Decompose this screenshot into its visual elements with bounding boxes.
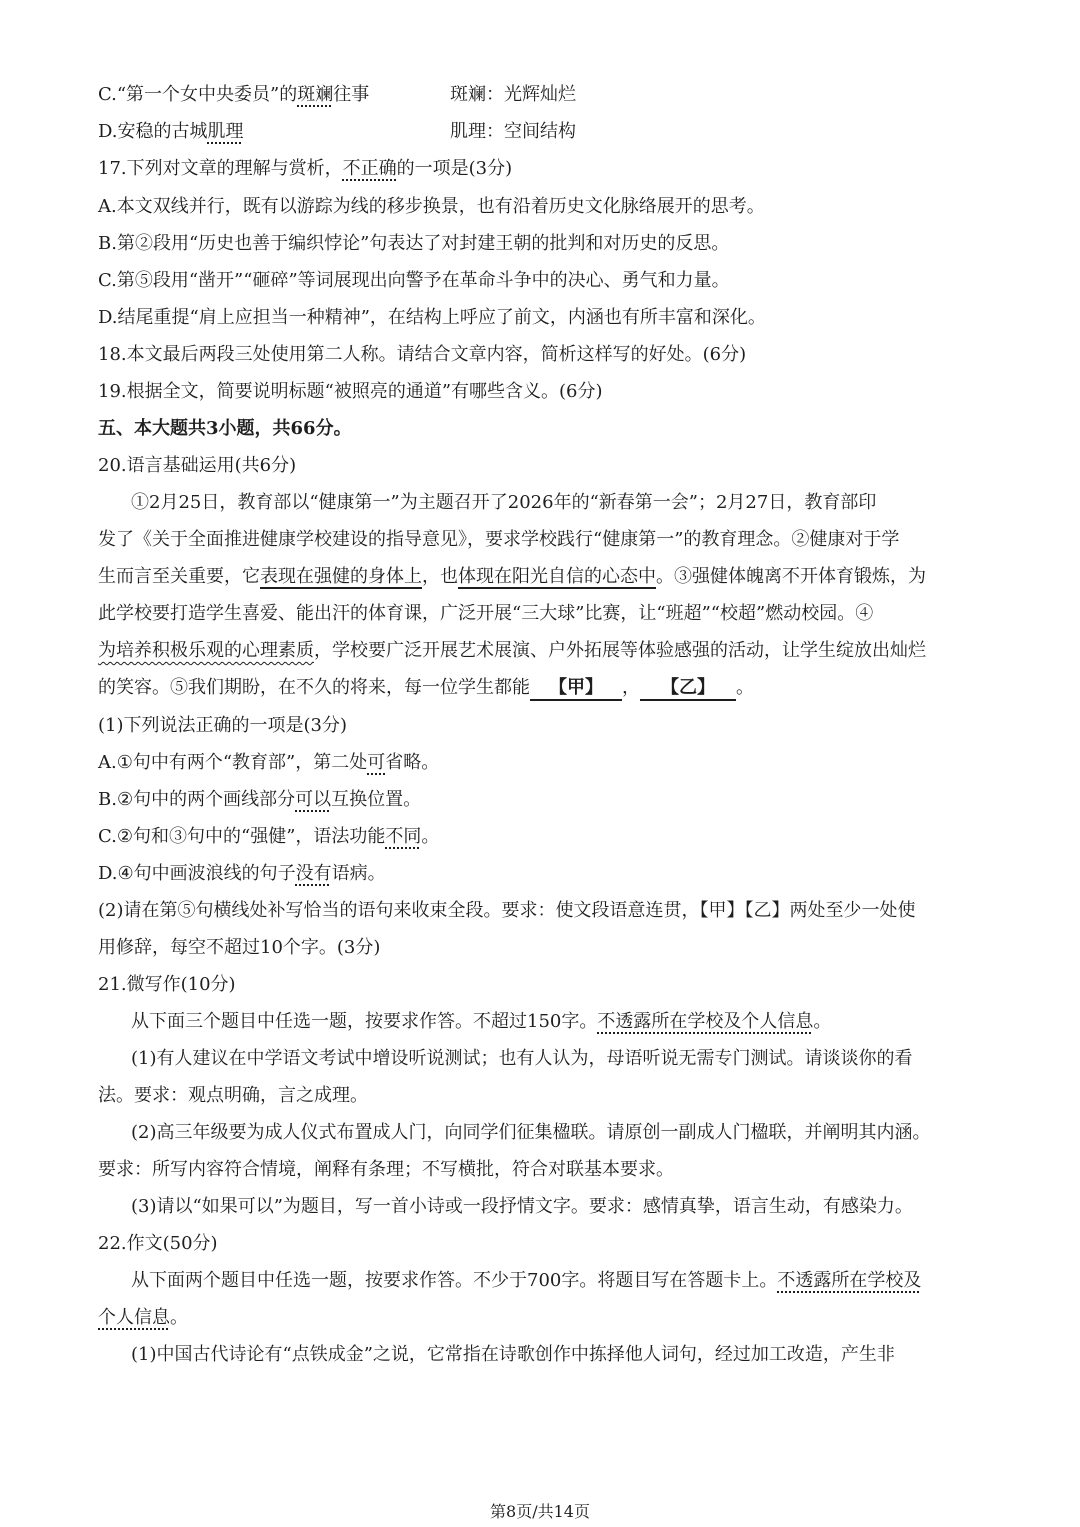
q20-passage-line: 此学校要打造学生喜爱、能出汗的体育课，广泛开展“三大球”比赛，让“班超”“校超”燃动校园。④ [98,603,874,624]
q20-option-d: D.④句中画波浪线的句子没有语病。 [98,863,386,884]
q20-passage-line: 发了《关于全面推进健康学校建设的指导意见》，要求学校践行“健康第一”的教育理念。②健康对于学 [98,529,900,550]
q20-sub2-continued: 用修辞，每空不超过10个字。(3分) [98,937,381,958]
blank-yi: 【乙】 [640,677,736,701]
q20-passage-line: 生而言至关重要，它表现在强健的身体上，也体现在阳光自信的心态中。③强健体魄离不开体育锻炼，为 [98,566,926,587]
q17-option-a: A.本文双线并行，既有以游踪为线的移步换景，也有沿着历史文化脉络展开的思考。 [98,196,765,217]
option-note: 肌理：空间结构 [450,121,576,142]
q20-passage-line: 的笑容。⑤我们期盼，在不久的将来，每一位学生都能 【甲】 ， 【乙】 。 [98,675,754,701]
q17-option-d: D.结尾重提“肩上应担当一种精神”，在结构上呼应了前文，内涵也有所丰富和深化。 [98,307,766,328]
q22-intro-continued: 个人信息。 [98,1307,188,1328]
option-text: C.“第一个女中央委员”的斑斓往事 [98,84,370,105]
page-footer: 第8页/共14页 [490,1502,590,1521]
option-text: D.安稳的古城肌理 [98,121,244,142]
q20-passage-line: ①2月25日，教育部以“健康第一”为主题召开了2026年的“新春第一会”；2月27日，教育部印 [131,492,877,513]
q21-topic-1: (1)有人建议在中学语文考试中增设听说测试；也有人认为，母语听说无需专门测试。请谈谈你的看 [131,1048,913,1069]
q21-topic-1-continued: 法。要求：观点明确，言之成理。 [98,1085,368,1106]
q20-option-b: B.②句中的两个画线部分可以互换位置。 [98,789,422,810]
question-17-stem: 17.下列对文章的理解与赏析，不正确的一项是(3分) [98,158,513,179]
q20-sub1: (1)下列说法正确的一项是(3分) [98,715,347,736]
question-22-title: 22.作文(50分) [98,1233,218,1254]
section-five-heading: 五、本大题共3小题，共66分。 [98,418,352,439]
underlined-part-1: 表现在强健的身体上 [260,566,422,587]
question-21-title: 21.微写作(10分) [98,974,236,995]
q20-option-c: C.②句和③句中的“强健”，语法功能不同。 [98,826,440,847]
underlined-part-2: 体现在阳光自信的心态中 [458,566,656,587]
q20-passage-line: 为培养积极乐观的心理素质，学校要广泛开展艺术展演、户外拓展等体验感强的活动，让学生绽放出灿烂 [98,640,926,661]
option-note: 斑斓：光辉灿烂 [450,84,576,105]
q21-topic-2-continued: 要求：所写内容符合情境，阐释有条理；不写横批，符合对联基本要求。 [98,1159,674,1180]
q21-topic-2: (2)高三年级要为成人仪式布置成人门，向同学们征集楹联。请原创一副成人门楹联，并阐明其内涵。 [131,1122,931,1143]
question-18: 18.本文最后两段三处使用第二人称。请结合文章内容，简析这样写的好处。(6分) [98,344,747,365]
blank-jia: 【甲】 [530,677,622,701]
wavy-underlined-sentence: 为培养积极乐观的心理素质 [98,640,314,661]
option-d-previous [98,119,978,145]
question-19: 19.根据全文，简要说明标题“被照亮的通道”有哪些含义。(6分) [98,381,603,402]
q22-intro: 从下面两个题目中任选一题，按要求作答。不少于700字。将题目写在答题卡上。不透露所在学校及 [131,1270,922,1291]
q20-option-a: A.①句中有两个“教育部”，第二处可省略。 [98,752,440,773]
question-20-title: 20.语言基础运用(共6分) [98,455,297,476]
q20-sub2: (2)请在第⑤句横线处补写恰当的语句来收束全段。要求：使文段语意连贯，【甲】【乙】两处至少一处使 [98,900,916,921]
q22-topic-1: (1)中国古代诗论有“点铁成金”之说，它常指在诗歌创作中拣择他人词句，经过加工改造，产生非 [131,1344,895,1365]
option-c-previous [98,82,978,108]
q17-option-b: B.第②段用“历史也善于编织悖论”句表达了对封建王朝的批判和对历史的反思。 [98,233,730,254]
q21-topic-3: (3)请以“如果可以”为题目，写一首小诗或一段抒情文字。要求：感情真挚，语言生动，有感染力。 [131,1196,913,1217]
q21-intro: 从下面三个题目中任选一题，按要求作答。不超过150字。不透露所在学校及个人信息。 [131,1011,832,1032]
q17-option-c: C.第⑤段用“凿开”“砸碎”等词展现出向警予在革命斗争中的决心、勇气和力量。 [98,270,730,291]
